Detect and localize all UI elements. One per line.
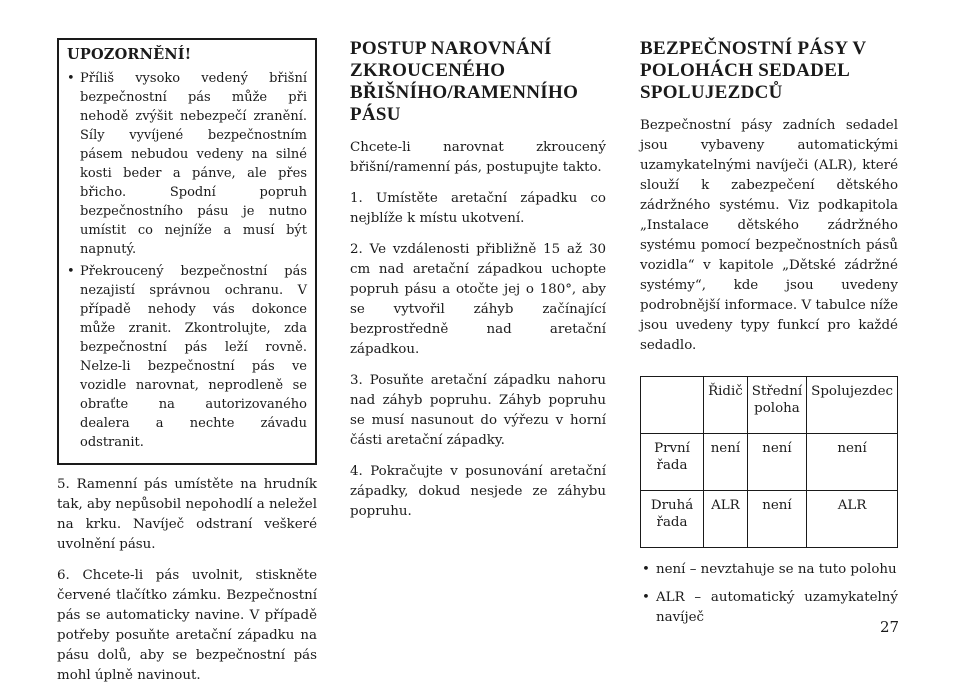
step-5-paragraph: 5. Ramenní pás umístěte na hrudník tak, aby nepůsobil nepohodlí a neležel na krku. Navíječ odstraní veškeré uvolnění pásu. xyxy=(57,477,317,552)
table-cell: není xyxy=(704,434,748,491)
warning-item: • Překroucený bezpečnostní pás nezajistí správnou ochranu. V případě nehody vás dokonce může zranit. Zkontrolujte, zda bezpečnostní pás leží rovně. Nelze-li bezpečnostní pás ve vozidle narovnat, neprodleně se obraťte na autorizovaného dealera a nechte závadu odstranit. xyxy=(67,262,307,452)
table-cell: ALR xyxy=(704,491,748,548)
right-column xyxy=(640,38,898,636)
table-cell: není xyxy=(747,434,806,491)
table-header-row xyxy=(641,377,898,434)
seat-belt-table xyxy=(640,376,898,548)
twist-section-heading: POSTUP NAROVNÁNÍ ZKROUCENÉHO BŘIŠNÍHO/RAMENNÍHO PÁSU xyxy=(350,38,579,125)
passenger-paragraph: Bezpečnostní pásy zadních sedadel jsou vybaveny automatickými uzamykatelnými navíječi (ALR), které slouží k zabezpečení dětského zádržného systému. Viz podkapitola „Instalace dětského zádržného systému pomocí bezpečnostních pásů vozidla“ v kapitole „Dětské zádržné systémy“, kde jsou uvedeny podrobnější informace. V tabulce níže jsou uvedeny typy funkcí pro každé sedadlo. xyxy=(640,118,898,353)
step-6-paragraph: 6. Chcete-li pás uvolnit, stiskněte červené tlačítko zámku. Bezpečnostní pás se automaticky navine. V případě potřeby posuňte aretační západku na pásu dolů, aby se bezpečnostní pás mohl úplně navinout. xyxy=(57,568,317,683)
warning-box xyxy=(57,38,317,465)
twist-intro-paragraph: Chcete-li narovnat zkroucený břišní/ramenní pás, postupujte takto. xyxy=(350,140,606,175)
twist-step-2: 2. Ve vzdálenosti přibližně 15 až 30 cm nad aretační západkou uchopte popruh pásu a otočte jej o 180°, aby se vytvořil záhyb začínající bezprostředně nad aretační západkou. xyxy=(350,242,606,357)
legend-item: • ALR – automatický uzamykatelný navíječ xyxy=(640,588,898,628)
page-number: 27 xyxy=(880,618,900,636)
table-row xyxy=(641,434,898,491)
table-header-cell xyxy=(641,377,704,434)
table-row-header: Druhá řada xyxy=(641,491,704,548)
twist-step-4: 4. Pokračujte v posunování aretační západky, dokud nesjede ze záhybu popruhu. xyxy=(350,464,606,519)
left-column xyxy=(57,38,317,697)
middle-column xyxy=(350,38,606,533)
table-cell: není xyxy=(807,434,898,491)
warning-list xyxy=(67,69,307,452)
legend-list xyxy=(640,560,898,628)
table-header-cell: Spolujezdec xyxy=(807,377,898,434)
warning-item: • Příliš vysoko vedený břišní bezpečnostní pás může při nehodě zvýšit nebezpečí zranění. Síly vyvíjené bezpečnostním pásem nebudou vedeny na silné kosti beder a pánve, ale přes břicho. Spodní popruh bezpečnostního pásu je nutno umístit co nejníže a musí být napnutý. xyxy=(67,69,307,259)
warning-title: UPOZORNĚNÍ! xyxy=(67,46,192,63)
table-cell: není xyxy=(747,491,806,548)
table-cell: ALR xyxy=(807,491,898,548)
passenger-section-heading: BEZPEČNOSTNÍ PÁSY V POLOHÁCH SEDADEL SPOLUJEZDCŮ xyxy=(640,38,867,103)
table-row xyxy=(641,491,898,548)
legend-item: • není – nevztahuje se na tuto polohu xyxy=(640,560,898,580)
twist-step-3: 3. Posuňte aretační západku nahoru nad záhyb popruhu. Záhyb popruhu se musí nasunout do výřezu v horní části aretační západky. xyxy=(350,373,606,448)
table-header-cell: Řidič xyxy=(704,377,748,434)
table-row-header: První řada xyxy=(641,434,704,491)
twist-step-1: 1. Umístěte aretační západku co nejblíže k místu ukotvení. xyxy=(350,191,606,226)
table-header-cell: Střední poloha xyxy=(747,377,806,434)
